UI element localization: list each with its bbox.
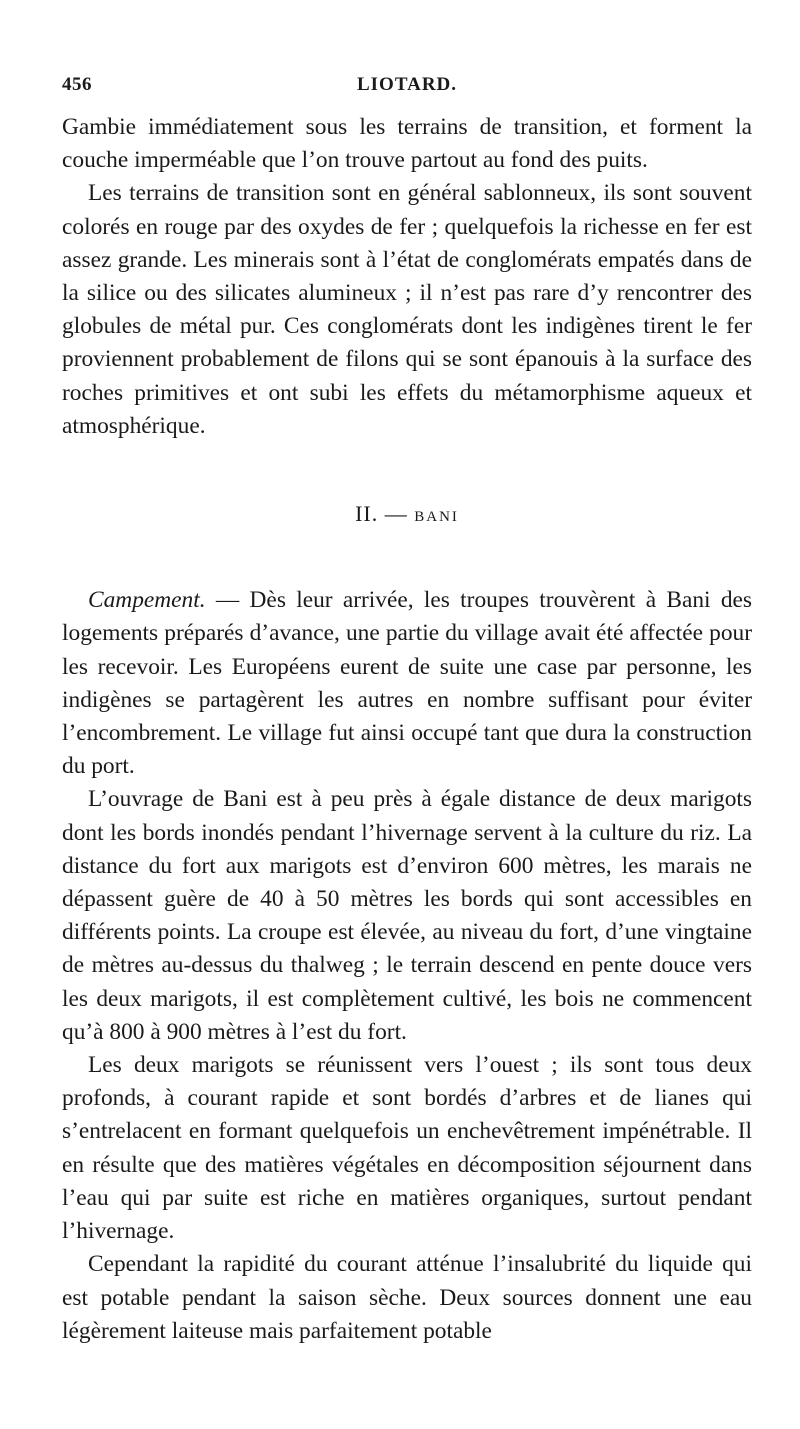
running-title: LIOTARD. <box>356 74 458 95</box>
document-page <box>62 74 752 1348</box>
paragraph-marigots: Les deux marigots se réunissent vers l’ouest ; ils sont tous deux profonds, à courant rapide et sont bordés d’arbres et de lianes qui s’entrelacent en formant quelquefois un enchevêtrement impénétrable. Il en résulte que des matières végétales en décomposition séjournent dans l’eau qui par suite est riche en matières organiques, surtout pendant l’hivernage. <box>62 1052 752 1245</box>
page-number: 456 <box>62 74 92 95</box>
section-number: II. <box>355 501 379 527</box>
paragraph-continuation: Gambie immédiatement sous les terrains de transition, et forment la couche imperméable que l’on trouve partout au fond des puits. <box>62 114 752 174</box>
section-dash: — <box>384 501 408 527</box>
paragraph-ouvrage: L’ouvrage de Bani est à peu près à égale distance de deux marigots dont les bords inondés pendant l’hivernage servent à la culture du riz. La distance du fort aux marigots est d’environ 600 mètres, les marais ne dépassent guère de 40 à 50 mètres les bords qui sont accessibles en différents points. La croupe est élevée, au niveau du fort, d’une vingtaine de mètres au-dessus du thalweg ; le terrain descend en pente douce vers les deux marigots, il est complètement cultivé, les bois ne commencent qu’à 800 à 900 mètres à l’est du fort. <box>62 786 752 1045</box>
paragraph-campement <box>62 584 752 783</box>
paragraph-terrains-transition: Les terrains de transition sont en général sablonneux, ils sont souvent colorés en rouge par des oxydes de fer ; quelquefois la richesse en fer est assez grande. Les minerais sont à l’état de conglomérats empatés dans de la silice ou des silicates alumineux ; il n’est pas rare d’y rencontrer des globules de métal pur. Ces conglomérats dont les indigènes tirent le fer proviennent probablement de filons qui se sont épanouis à la surface des roches primitives et ont subi les effets du métamorphisme aqueux et atmosphérique. <box>62 180 752 439</box>
campement-run-in: Campement. <box>88 587 206 614</box>
running-head <box>62 74 752 104</box>
campement-text: — Dès leur arrivée, les troupes trouvèrent à Bani des logements préparés d’avance, une partie du village avait été affectée pour les recevoir. Les Européens eurent de suite une case par personne, les indigènes se partagèrent les autres en nombre suffisant pour éviter l’encombrement. Le village fut ainsi occupé tant que dura la construction du port. <box>62 587 752 780</box>
section-heading <box>62 497 752 534</box>
body-text <box>62 111 752 1348</box>
paragraph-cependant: Cependant la rapidité du courant atténue l’insalubrité du liquide qui est potable pendant la saison sèche. Deux sources donnent une eau légèrement laiteuse mais parfaitement potable <box>62 1251 752 1344</box>
section-title: BANI <box>414 509 459 526</box>
